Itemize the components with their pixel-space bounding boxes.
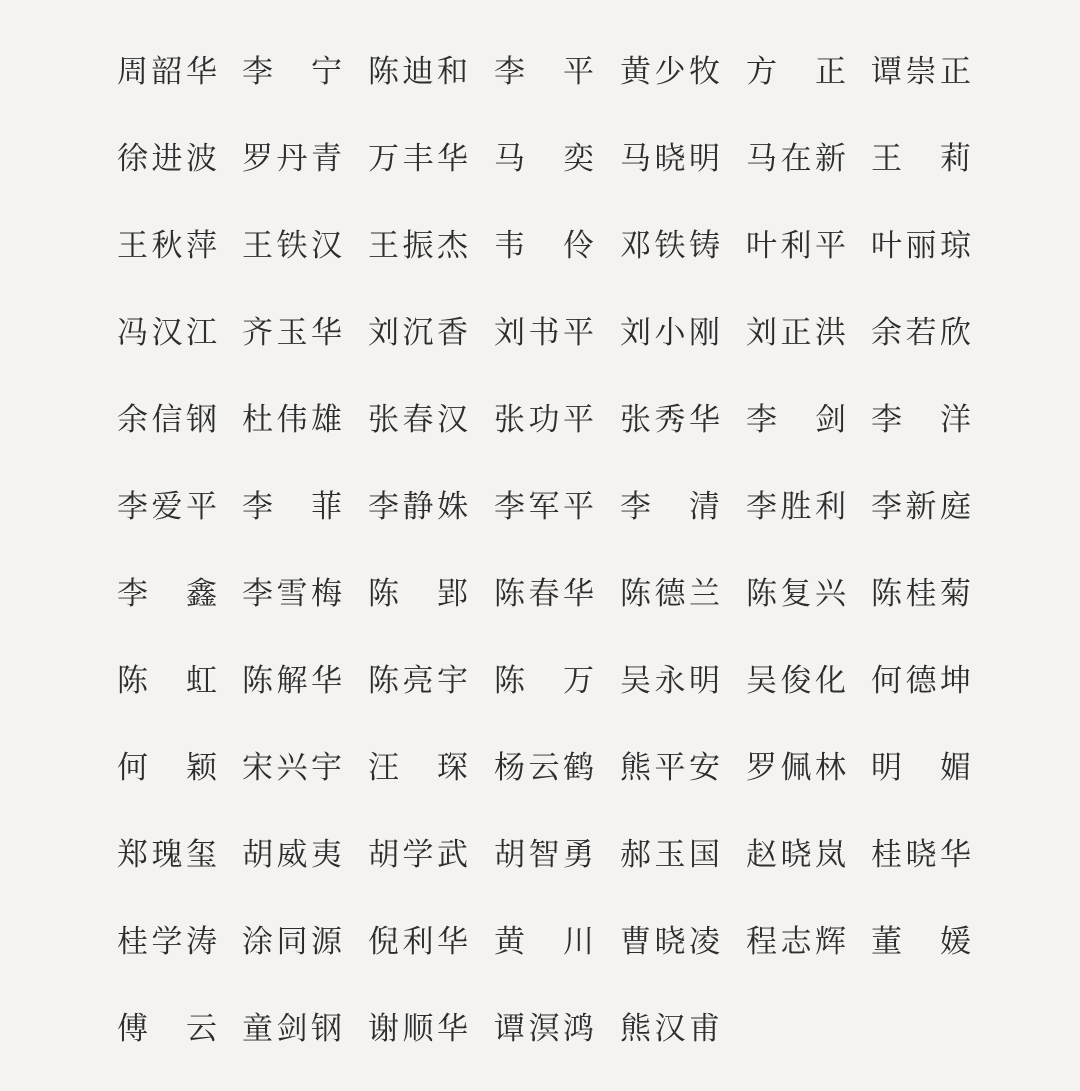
name-entry: 谭溟鸿 — [494, 1011, 594, 1047]
name-entry: 何德坤 — [871, 663, 971, 699]
name-entry: 熊平安 — [620, 750, 720, 786]
name-entry: 杨云鹤 — [494, 750, 594, 786]
name-entry: 李 平 — [494, 54, 594, 90]
name-entry: 程志辉 — [746, 924, 846, 960]
name-entry: 李雪梅 — [242, 576, 342, 612]
name-entry: 熊汉甫 — [620, 1011, 720, 1047]
name-entry: 陈桂菊 — [871, 576, 971, 612]
name-entry: 杜伟雄 — [242, 402, 342, 438]
name-entry: 王振杰 — [368, 228, 468, 264]
name-entry: 宋兴宇 — [242, 750, 342, 786]
name-entry: 陈 万 — [494, 663, 594, 699]
name-entry: 吴永明 — [620, 663, 720, 699]
name-entry: 邓铁铸 — [620, 228, 720, 264]
name-entry: 陈德兰 — [620, 576, 720, 612]
name-entry: 方 正 — [746, 54, 846, 90]
name-entry: 罗丹青 — [242, 141, 342, 177]
name-entry: 王 莉 — [871, 141, 971, 177]
name-entry: 郑瑰玺 — [117, 837, 217, 873]
name-entry: 童剑钢 — [242, 1011, 342, 1047]
name-entry: 董 媛 — [871, 924, 971, 960]
name-entry: 马 奕 — [494, 141, 594, 177]
name-entry: 陈春华 — [494, 576, 594, 612]
name-entry: 涂同源 — [242, 924, 342, 960]
name-entry: 李 宁 — [242, 54, 342, 90]
name-entry: 罗佩林 — [746, 750, 846, 786]
name-entry: 何 颖 — [117, 750, 217, 786]
name-entry: 李胜利 — [746, 489, 846, 525]
name-entry: 倪利华 — [368, 924, 468, 960]
name-entry: 马晓明 — [620, 141, 720, 177]
name-entry: 黄 川 — [494, 924, 594, 960]
name-entry: 叶利平 — [746, 228, 846, 264]
name-entry: 谢顺华 — [368, 1011, 468, 1047]
name-entry: 陈迪和 — [368, 54, 468, 90]
name-entry: 郝玉国 — [620, 837, 720, 873]
name-entry: 李爱平 — [117, 489, 217, 525]
name-entry: 李军平 — [494, 489, 594, 525]
name-entry: 马在新 — [746, 141, 846, 177]
name-entry: 吴俊化 — [746, 663, 846, 699]
name-entry: 王秋萍 — [117, 228, 217, 264]
name-entry: 李 清 — [620, 489, 720, 525]
name-entry: 张秀华 — [620, 402, 720, 438]
name-entry: 陈复兴 — [746, 576, 846, 612]
name-entry: 李静姝 — [368, 489, 468, 525]
name-entry: 李 洋 — [871, 402, 971, 438]
name-entry: 张春汉 — [368, 402, 468, 438]
name-entry: 万丰华 — [368, 141, 468, 177]
name-entry: 桂晓华 — [871, 837, 971, 873]
name-entry: 李 剑 — [746, 402, 846, 438]
name-entry: 胡智勇 — [494, 837, 594, 873]
name-entry: 周韶华 — [117, 54, 217, 90]
name-entry: 余若欣 — [871, 315, 971, 351]
name-entry: 谭崇正 — [871, 54, 971, 90]
name-entry: 叶丽琼 — [871, 228, 971, 264]
name-entry: 李 鑫 — [117, 576, 217, 612]
name-entry: 张功平 — [494, 402, 594, 438]
name-entry: 陈 郢 — [368, 576, 468, 612]
name-entry: 胡威夷 — [242, 837, 342, 873]
name-entry: 李新庭 — [871, 489, 971, 525]
name-entry: 韦 伶 — [494, 228, 594, 264]
name-entry: 刘沉香 — [368, 315, 468, 351]
name-entry: 徐进波 — [117, 141, 217, 177]
name-entry: 傅 云 — [117, 1011, 217, 1047]
name-entry: 赵晓岚 — [746, 837, 846, 873]
name-entry: 刘正洪 — [746, 315, 846, 351]
name-entry: 陈解华 — [242, 663, 342, 699]
name-entry: 刘书平 — [494, 315, 594, 351]
name-entry: 李 菲 — [242, 489, 342, 525]
name-entry: 齐玉华 — [242, 315, 342, 351]
name-entry: 王铁汉 — [242, 228, 342, 264]
name-entry: 刘小刚 — [620, 315, 720, 351]
name-entry: 冯汉江 — [117, 315, 217, 351]
name-entry: 黄少牧 — [620, 54, 720, 90]
name-entry: 陈 虹 — [117, 663, 217, 699]
name-entry: 汪 琛 — [368, 750, 468, 786]
name-entry: 曹晓凌 — [620, 924, 720, 960]
name-entry: 桂学涛 — [117, 924, 217, 960]
name-entry: 胡学武 — [368, 837, 468, 873]
name-entry: 陈亮宇 — [368, 663, 468, 699]
name-entry: 明 媚 — [871, 750, 971, 786]
name-entry: 余信钢 — [117, 402, 217, 438]
